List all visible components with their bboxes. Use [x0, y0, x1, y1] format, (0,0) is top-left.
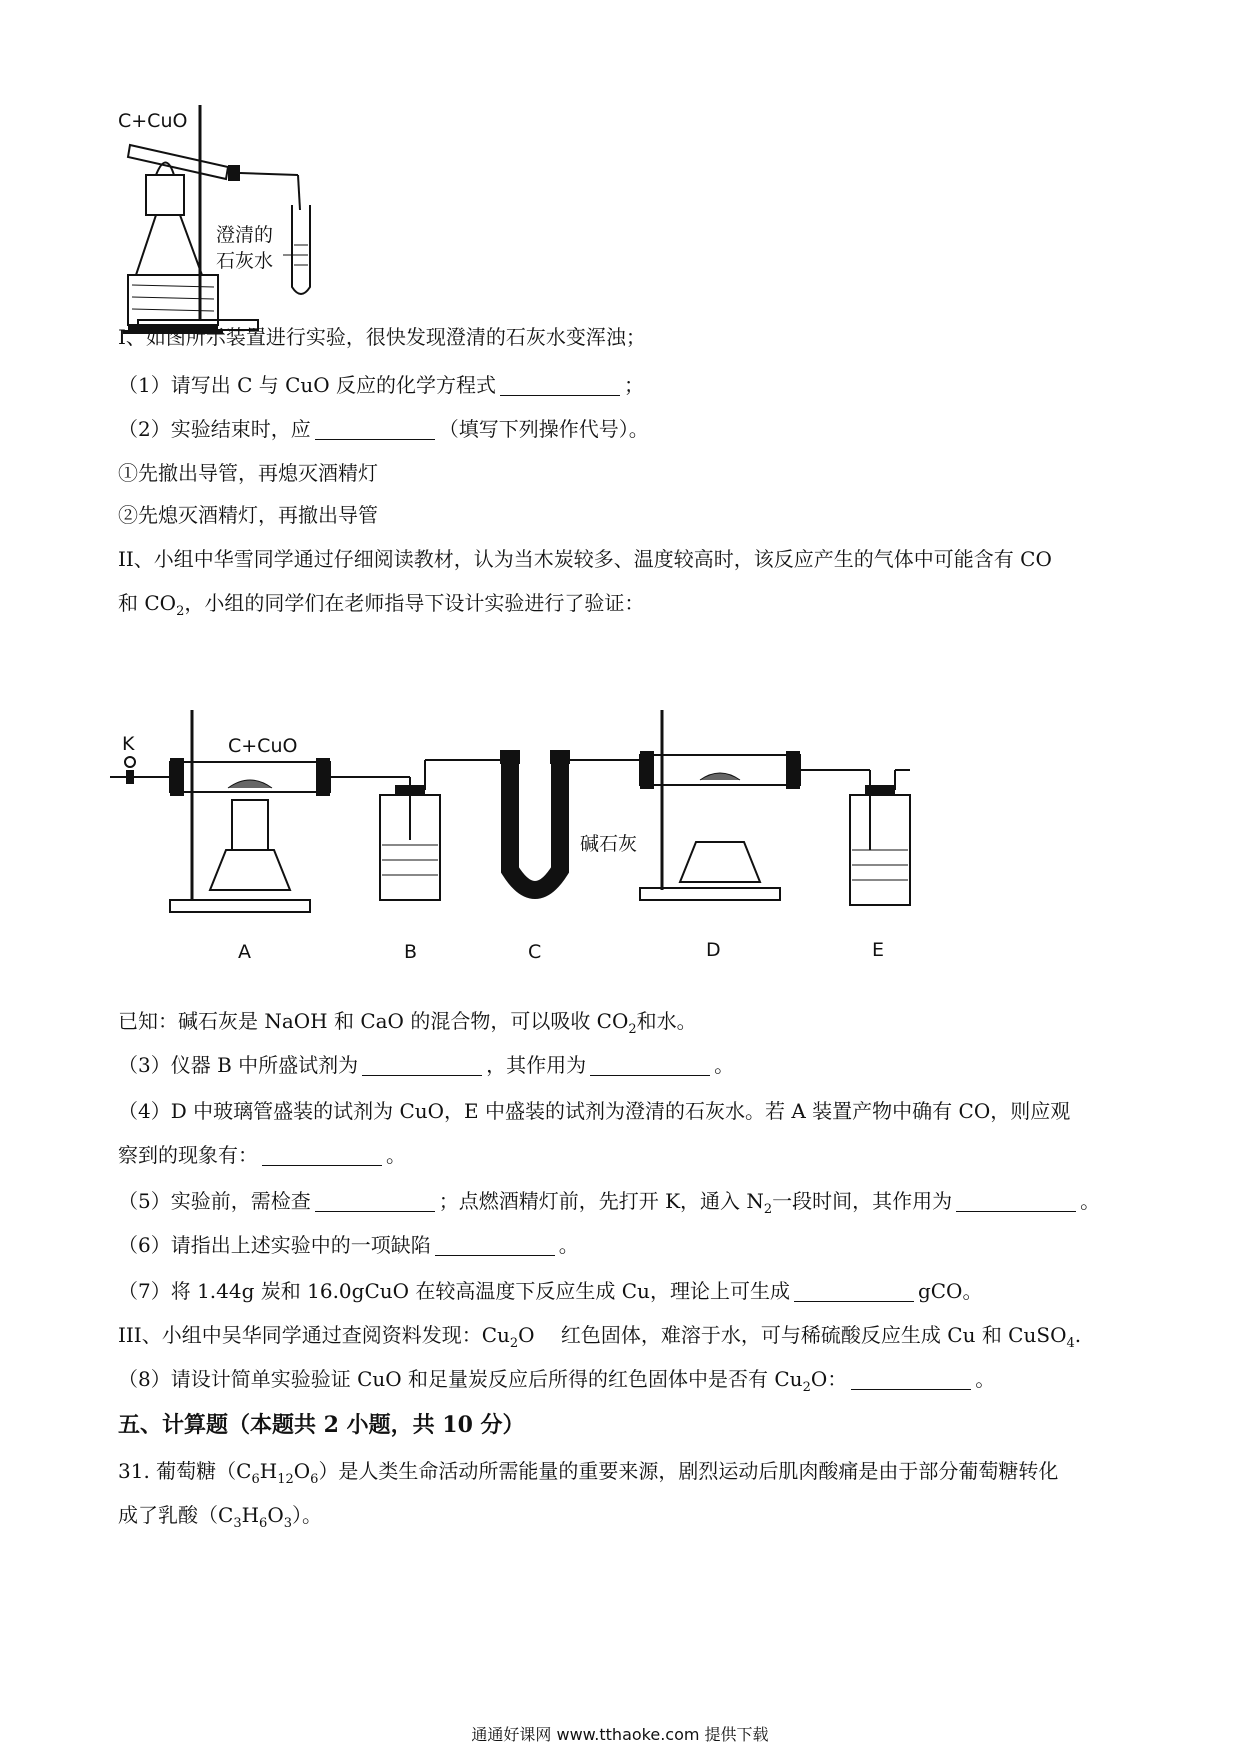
answer-blank-q8[interactable]: [851, 1367, 971, 1390]
section-2-text-b: ，小组的同学们在老师指导下设计实验进行了验证：: [184, 591, 645, 615]
question-7-text-a: （7）将 1.44g 炭和 16.0gCuO 在较高温度下反应生成 Cu，理论上可生成: [118, 1279, 790, 1303]
question-7: [118, 1276, 1128, 1306]
section-3-intro: [118, 1320, 1128, 1359]
q31-l2-b: H: [241, 1503, 260, 1527]
question-8-sub: 2: [802, 1380, 811, 1395]
question-7-text-b: gCO。: [917, 1279, 983, 1303]
question-5-text-d: 。: [1080, 1189, 1101, 1213]
apparatus-figure-2: [110, 700, 1040, 990]
q31-l2-sub3: 3: [283, 1516, 293, 1531]
reagent-label-a: C+CuO: [228, 735, 298, 757]
question-8: [118, 1364, 1128, 1403]
option-2: ②先熄灭酒精灯，再撤出导管: [118, 503, 378, 527]
label-D: D: [706, 939, 721, 961]
question-2: [118, 414, 1128, 444]
known-text-a: 已知：碱石灰是 NaOH 和 CaO 的混合物，可以吸收 CO: [118, 1009, 629, 1033]
label-A: A: [238, 941, 251, 963]
q31-l1-c: O: [293, 1459, 311, 1483]
section-2-text-a: 和 CO: [118, 591, 177, 615]
question-5-text-b: ；点燃酒精灯前，先打开 K，通入 N: [438, 1189, 764, 1213]
question-3-text-a: （3）仪器 B 中所盛试剂为: [118, 1053, 359, 1077]
section-3-sub-2: 4: [1066, 1336, 1075, 1351]
section-2-intro-line1: II、小组中华雪同学通过仔细阅读教材，认为当木炭较多、温度较高时，该反应产生的气体中可能含有 CO: [118, 547, 1052, 571]
section-2-sub: 2: [176, 604, 185, 619]
section-3-text-a: III、小组中吴华同学通过查阅资料发现：Cu: [118, 1323, 510, 1347]
q31-l2-sub2: 6: [259, 1516, 268, 1531]
apparatus-figure-1-drawing: [118, 105, 378, 335]
label-E: E: [872, 939, 885, 961]
section-2-intro-line2: [118, 588, 1128, 627]
known-text-b: 和水。: [636, 1009, 697, 1033]
question-6: [118, 1230, 1128, 1260]
label-C: C: [528, 941, 542, 963]
question-1: [118, 370, 1128, 400]
limewater-label-line1: 澄清的: [216, 224, 274, 246]
question-6-text-a: （6）请指出上述实验中的一项缺陷: [118, 1233, 431, 1257]
section-3-text-c: .: [1074, 1323, 1082, 1347]
question-5: [118, 1186, 1128, 1225]
page-footer: 通通好课网 www.tthaoke.com 提供下载: [471, 1725, 769, 1744]
question-4-line2: [118, 1140, 1128, 1170]
question-8-text-c: 。: [975, 1367, 996, 1391]
apparatus-figure-1: [118, 105, 378, 335]
answer-blank-q5-check[interactable]: [315, 1189, 435, 1212]
question-1-suffix: ；: [624, 373, 645, 397]
question-6-text-b: 。: [558, 1233, 579, 1257]
answer-blank-q7[interactable]: [794, 1279, 914, 1302]
soda-lime-label: 碱石灰: [580, 833, 638, 855]
reagent-label: C+CuO: [118, 110, 188, 132]
q31-l1-sub2: 12: [277, 1472, 294, 1487]
answer-blank-q4[interactable]: [262, 1143, 382, 1166]
question-4-text-b: 。: [386, 1143, 406, 1167]
answer-blank-q1[interactable]: [500, 373, 620, 396]
section-3-sub-1: 2: [509, 1336, 519, 1351]
question-4-line1: （4）D 中玻璃管盛装的试剂为 CuO，E 中盛装的试剂为澄清的石灰水。若 A 装置产物中确有 CO，则应观: [118, 1099, 1071, 1123]
question-3-text-c: 。: [714, 1053, 735, 1077]
section-1-intro: I、如图所示装置进行实验，很快发现澄清的石灰水变浑浊；: [118, 325, 646, 349]
q31-l1-sub3: 6: [310, 1472, 319, 1487]
q31-l2-d: ）。: [292, 1503, 323, 1527]
question-1-prefix: （1）请写出 C 与 CuO 反应的化学方程式: [118, 373, 497, 397]
question-5-sub: 2: [763, 1202, 773, 1217]
question-3-text-b: ，其作用为: [486, 1053, 587, 1077]
label-B: B: [404, 941, 418, 963]
question-31-line1: [118, 1456, 1128, 1495]
section-3-text-b: O 红色固体，难溶于水，可与稀硫酸反应生成 Cu 和 CuSO: [518, 1323, 1067, 1347]
q31-l1-a: 31. 葡萄糖（C: [118, 1459, 252, 1483]
q31-l2-a: 成了乳酸（C: [118, 1503, 234, 1527]
question-8-text-a: （8）请设计简单实验验证 CuO 和足量炭反应后所得的红色固体中是否有 Cu: [118, 1367, 803, 1391]
question-8-text-b: O：: [810, 1367, 848, 1391]
question-5-text-c: 一段时间，其作用为: [772, 1189, 953, 1213]
question-5-text-a: （5）实验前，需检查: [118, 1189, 311, 1213]
q31-l2-sub1: 3: [233, 1516, 242, 1531]
answer-blank-q3-function[interactable]: [590, 1053, 710, 1076]
valve-k-label: K: [122, 733, 135, 755]
limewater-label-line2: 石灰水: [216, 250, 274, 272]
answer-blank-q6[interactable]: [435, 1233, 555, 1256]
question-31-line2: [118, 1500, 1128, 1539]
answer-blank-q2[interactable]: [315, 417, 435, 440]
answer-blank-q5-purpose[interactable]: [956, 1189, 1076, 1212]
question-3: [118, 1050, 1128, 1080]
section-5-heading: 五、计算题（本题共 2 小题，共 10 分）: [118, 1412, 525, 1438]
q31-l1-d: ）是人类生命活动所需能量的重要来源，剧烈运动后肌肉酸痛是由于部分葡萄糖转化: [318, 1459, 1059, 1483]
apparatus-figure-2-drawing: [110, 700, 1040, 990]
answer-blank-q3-reagent[interactable]: [362, 1053, 482, 1076]
question-2-prefix: （2）实验结束时，应: [118, 417, 311, 441]
q31-l2-c: O: [267, 1503, 284, 1527]
question-4-text-a: 察到的现象有：: [118, 1143, 258, 1167]
known-sub: 2: [628, 1022, 637, 1037]
known-info: [118, 1006, 1128, 1045]
option-1: ①先撤出导管，再熄灭酒精灯: [118, 461, 378, 485]
question-2-suffix: （填写下列操作代号）。: [438, 417, 649, 441]
q31-l1-b: H: [259, 1459, 278, 1483]
q31-l1-sub1: 6: [251, 1472, 260, 1487]
